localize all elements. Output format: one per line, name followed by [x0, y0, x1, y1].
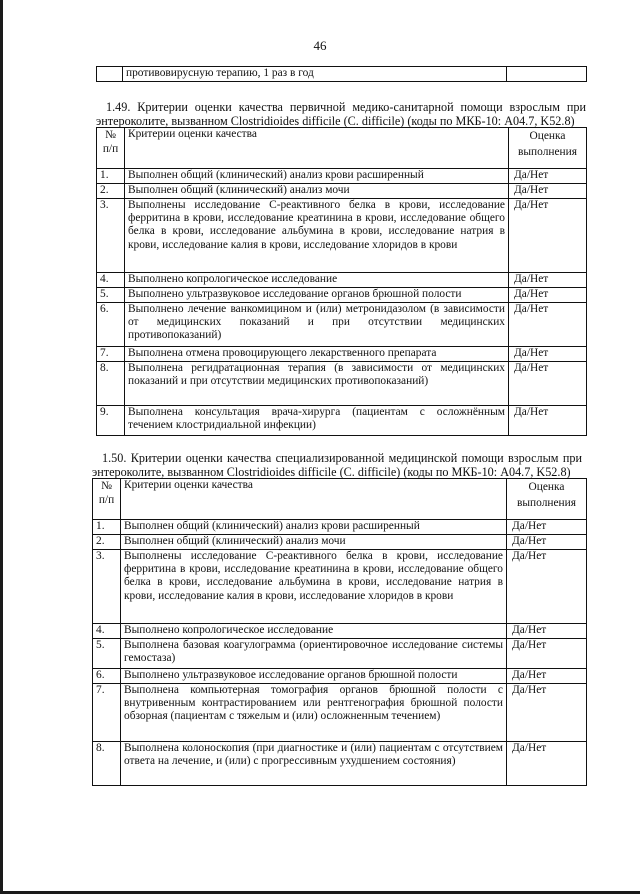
row-number: 7.: [97, 347, 125, 362]
criterion-text: противовирусную терапию, 1 раз в год: [123, 67, 507, 82]
section-title-text: 1.50. Критерии оценки качества специализированной медицинской помощи взрослым при энтероколите, вызванном Clostridioides difficile (C. difficile) (коды по МКБ-10: A04.7, K52.8): [92, 451, 582, 479]
table-row: [93, 520, 587, 535]
result-value: Да/Нет: [509, 184, 587, 199]
row-number: 2.: [93, 535, 121, 550]
row-number: 1.: [93, 520, 121, 535]
criterion-text: Выполнена отмена провоцирующего лекарственного препарата: [125, 347, 509, 362]
table-row: [97, 184, 587, 199]
table-header: [93, 479, 587, 520]
column-header-number: № п/п: [97, 128, 125, 169]
table-row: [93, 624, 587, 639]
result-value: Да/Нет: [509, 273, 587, 288]
table-row: [97, 362, 587, 406]
row-number: 6.: [97, 303, 125, 347]
row-number: 7.: [93, 684, 121, 742]
table-header: [97, 128, 587, 169]
criterion-text: Выполнены исследование С-реактивного белка в крови, исследование ферритина в крови, исследование креатинина в крови, исследование общего белка в крови, исследование альбумина в крови, исследование натрия в крови, исследование калия в крови, исследование хлоридов в крови: [121, 550, 507, 624]
criterion-text: Выполнен общий (клинический) анализ мочи: [125, 184, 509, 199]
result-value: Да/Нет: [509, 199, 587, 273]
result-value: Да/Нет: [507, 535, 587, 550]
table-row: [97, 347, 587, 362]
criterion-text: Выполнено копрологическое исследование: [121, 624, 507, 639]
result-value: Да/Нет: [509, 347, 587, 362]
result-value: Да/Нет: [507, 669, 587, 684]
row-number: 1.: [97, 169, 125, 184]
criterion-text: Выполнена колоноскопия (при диагностике и (или) пациентам с отсутствием ответа на лечение, и (или) с прогрессивным ухудшением состояния): [121, 742, 507, 786]
row-number: 6.: [93, 669, 121, 684]
criterion-text: Выполнено ультразвуковое исследование органов брюшной полости: [121, 669, 507, 684]
row-number: 5.: [93, 639, 121, 669]
column-header-result: Оценка выполнения: [509, 128, 587, 169]
row-number: 5.: [97, 288, 125, 303]
row-number: 8.: [93, 742, 121, 786]
section-title-text: 1.49. Критерии оценки качества первичной медико-санитарной помощи взрослым при энтероколите, вызванном Clostridioides difficile (C. difficile) (коды по МКБ-10: A04.7, K52.8): [96, 100, 586, 128]
criteria-table: [96, 127, 587, 436]
table-row: [97, 288, 587, 303]
criterion-text: Выполнена консультация врача-хирурга (пациентам с осложнённым течением клостридиальной инфекции): [125, 406, 509, 436]
result-value: Да/Нет: [507, 639, 587, 669]
result-value: Да/Нет: [507, 684, 587, 742]
table-row: [93, 742, 587, 786]
row-result: [507, 67, 587, 82]
criterion-text: Выполнен общий (клинический) анализ мочи: [121, 535, 507, 550]
result-value: Да/Нет: [507, 624, 587, 639]
criterion-text: Выполнен общий (клинический) анализ крови расширенный: [121, 520, 507, 535]
section-title: [92, 451, 582, 479]
result-value: Да/Нет: [507, 520, 587, 535]
table-row: [93, 684, 587, 742]
criterion-text: Выполнено лечение ванкомицином и (или) метронидазолом (в зависимости от медицинских показаний и при отсутствии медицинских противопоказаний): [125, 303, 509, 347]
result-value: Да/Нет: [509, 362, 587, 406]
column-header-criteria: Критерии оценки качества: [125, 128, 509, 169]
result-value: Да/Нет: [509, 303, 587, 347]
section-title: [96, 100, 586, 128]
row-number: [97, 67, 123, 82]
table-row: [97, 199, 587, 273]
result-value: Да/Нет: [509, 169, 587, 184]
criteria-table: [92, 478, 587, 786]
criterion-text: Выполнено ультразвуковое исследование органов брюшной полости: [125, 288, 509, 303]
row-number: 3.: [97, 199, 125, 273]
table-row: [93, 669, 587, 684]
table-row: [97, 273, 587, 288]
row-number: 3.: [93, 550, 121, 624]
criterion-text: Выполнена компьютерная томография органов брюшной полости с внутривенным контрастированием или рентгенография брюшной полости обзорная (пациентам с тяжелым и (или) осложненным течением): [121, 684, 507, 742]
scan-edge-left: [0, 0, 3, 894]
column-header-result: Оценка выполнения: [507, 479, 587, 520]
table-row: [93, 639, 587, 669]
row-number: 8.: [97, 362, 125, 406]
row-number: 9.: [97, 406, 125, 436]
result-value: Да/Нет: [507, 742, 587, 786]
row-number: 4.: [97, 273, 125, 288]
column-header-number: № п/п: [93, 479, 121, 520]
table-row: [93, 535, 587, 550]
page-number: 46: [313, 38, 327, 53]
criterion-text: Выполнено копрологическое исследование: [125, 273, 509, 288]
table-row: [97, 169, 587, 184]
continuation-table: [96, 66, 587, 82]
criterion-text: Выполнена базовая коагулограмма (ориентировочное исследование системы гемостаза): [121, 639, 507, 669]
table-row: [97, 303, 587, 347]
result-value: Да/Нет: [507, 550, 587, 624]
criterion-text: Выполнены исследование С-реактивного белка в крови, исследование ферритина в крови, исследование креатинина в крови, исследование общего белка в крови, исследование альбумина в крови, исследование натрия в крови, исследование калия в крови, исследование хлоридов в крови: [125, 199, 509, 273]
result-value: Да/Нет: [509, 406, 587, 436]
result-value: Да/Нет: [509, 288, 587, 303]
table-row: [97, 67, 587, 82]
table-row: [93, 550, 587, 624]
row-number: 2.: [97, 184, 125, 199]
criterion-text: Выполнена регидратационная терапия (в зависимости от медицинских показаний и при отсутствии медицинских противопоказаний): [125, 362, 509, 406]
column-header-criteria: Критерии оценки качества: [121, 479, 507, 520]
criterion-text: Выполнен общий (клинический) анализ крови расширенный: [125, 169, 509, 184]
table-row: [97, 406, 587, 436]
row-number: 4.: [93, 624, 121, 639]
